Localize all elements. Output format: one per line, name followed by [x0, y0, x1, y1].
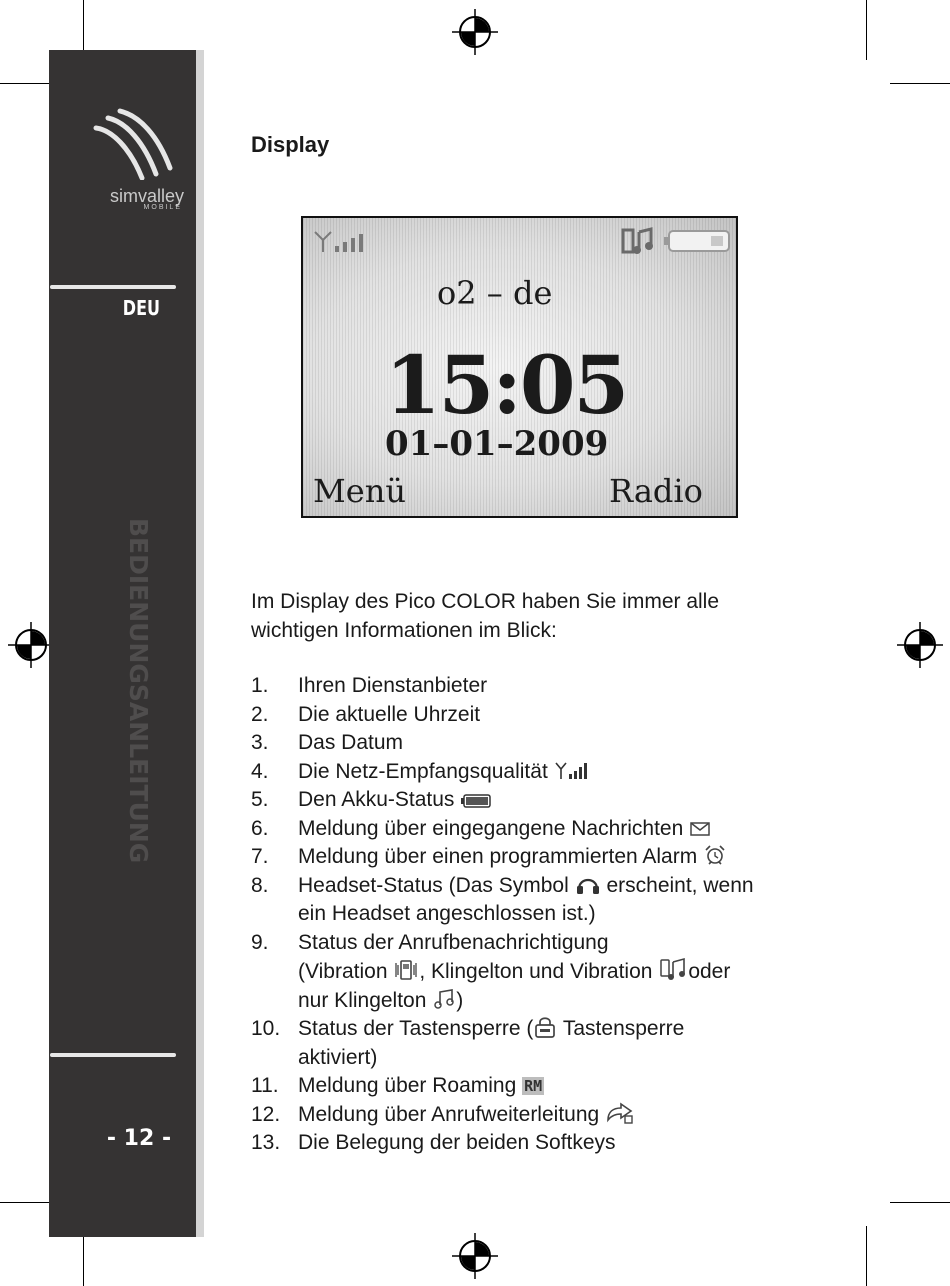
list-item: [251, 1072, 811, 1101]
page-title: Display: [251, 132, 330, 157]
ring-and-vibration-icon: [658, 957, 688, 981]
list-number: 3.: [251, 731, 269, 754]
alarm-clock-icon: [703, 844, 727, 866]
sidebar-divider: [50, 1053, 176, 1057]
phone-display-image: [301, 216, 738, 518]
call-forward-icon: [605, 1102, 635, 1124]
list-number: 7.: [251, 845, 269, 868]
list-item: [251, 1015, 811, 1072]
list-number: 12.: [251, 1102, 281, 1126]
sidebar-divider: [50, 285, 176, 289]
list-text: Meldung über einen programmierten Alarm: [298, 845, 698, 868]
brand-subtitle: MOBILE: [143, 204, 182, 211]
list-number: 10.: [251, 1017, 281, 1040]
brand-name: simvalley: [109, 186, 184, 206]
clock-time: 15:05: [385, 338, 628, 432]
list-text: Headset-Status (Das Symbol: [298, 873, 569, 897]
section-title-text: BEDIENUNGSANLEITUNG: [124, 518, 153, 864]
ringtone-icon: [432, 988, 456, 1010]
vibration-icon: [393, 959, 419, 981]
provider-name: o2 – de: [437, 274, 553, 312]
keylock-icon: [533, 1016, 557, 1038]
list-text: Den Akku-Status: [298, 788, 455, 811]
crop-mark: [866, 0, 867, 60]
logo-icon: [90, 108, 182, 180]
list-item: [251, 843, 811, 872]
battery-icon: [460, 793, 492, 809]
list-number: 13.: [251, 1131, 281, 1154]
list-text: Meldung über Anrufweiterleitung: [298, 1102, 600, 1126]
intro-line: Im Display des Pico COLOR haben Sie immer alle: [251, 590, 720, 613]
list-number: 5.: [251, 788, 269, 811]
list-text: (Vibration: [298, 960, 388, 983]
list-text: Die Belegung der beiden Softkeys: [298, 1131, 616, 1154]
list-item: [251, 786, 811, 815]
list-item: [251, 872, 811, 929]
date-display: 01–01–2009: [385, 424, 609, 464]
list-text: , Klingelton und Vibration: [419, 960, 653, 983]
crop-mark: [866, 1226, 867, 1286]
list-item: [251, 672, 811, 701]
registration-mark-icon: [8, 622, 54, 668]
list-text: Meldung über Roaming: [298, 1074, 517, 1097]
envelope-icon: [689, 820, 711, 838]
list-text: Das Datum: [298, 731, 404, 754]
list-text: ein Headset angeschlossen ist.): [298, 902, 596, 925]
list-text: Ihren Dienstanbieter: [298, 674, 488, 697]
registration-mark-icon: [897, 622, 943, 668]
list-text: Tastensperre: [562, 1017, 685, 1040]
list-number: 11.: [251, 1074, 279, 1097]
list-item: [251, 729, 811, 758]
roaming-icon: RM: [524, 1077, 543, 1095]
intro-line: wichtigen Informationen im Blick:: [251, 619, 557, 642]
intro-text: [251, 587, 811, 645]
list-number: 1.: [251, 674, 269, 697]
signal-icon: [554, 761, 588, 781]
battery-icon: [663, 228, 733, 254]
list-number: 2.: [251, 702, 269, 726]
list-text: ): [456, 988, 464, 1012]
list-text: nur Klingelton: [298, 988, 427, 1012]
list-number: 8.: [251, 873, 269, 897]
page-number: - 12 -: [106, 1126, 172, 1151]
section-title-vertical: [122, 518, 154, 864]
headset-icon: [575, 873, 601, 895]
vibration-ring-icon: [617, 226, 659, 256]
info-list: [251, 672, 811, 1158]
list-number: 6.: [251, 816, 269, 840]
list-text: Die aktuelle Uhrzeit: [298, 702, 481, 726]
softkey-right: Radio: [609, 472, 703, 510]
registration-mark-icon: [452, 9, 498, 55]
list-item: [251, 758, 811, 787]
list-text: Meldung über eingegangene Nachrichten: [298, 816, 684, 840]
list-text: Status der Tastensperre (: [298, 1017, 534, 1040]
list-number: 9.: [251, 930, 269, 954]
list-item: [251, 1129, 811, 1158]
list-text: Status der Anrufbenachrichtigung: [298, 930, 609, 954]
list-item: [251, 1101, 811, 1130]
signal-icon: [313, 230, 371, 254]
language-label: DEU: [122, 296, 160, 320]
list-text: Die Netz-Empfangsqualität: [298, 759, 548, 783]
list-text: oder: [688, 960, 731, 983]
softkey-left: Menü: [313, 472, 406, 510]
list-text: aktiviert): [298, 1045, 378, 1069]
list-number: 4.: [251, 759, 269, 783]
crop-mark: [890, 83, 950, 84]
list-item: [251, 815, 811, 844]
list-item: [251, 701, 811, 730]
list-text: erscheint, wenn: [606, 873, 754, 897]
sidebar-shadow: [196, 50, 204, 1237]
registration-mark-icon: [452, 1233, 498, 1279]
crop-mark: [890, 1202, 950, 1203]
list-item: [251, 929, 811, 1016]
